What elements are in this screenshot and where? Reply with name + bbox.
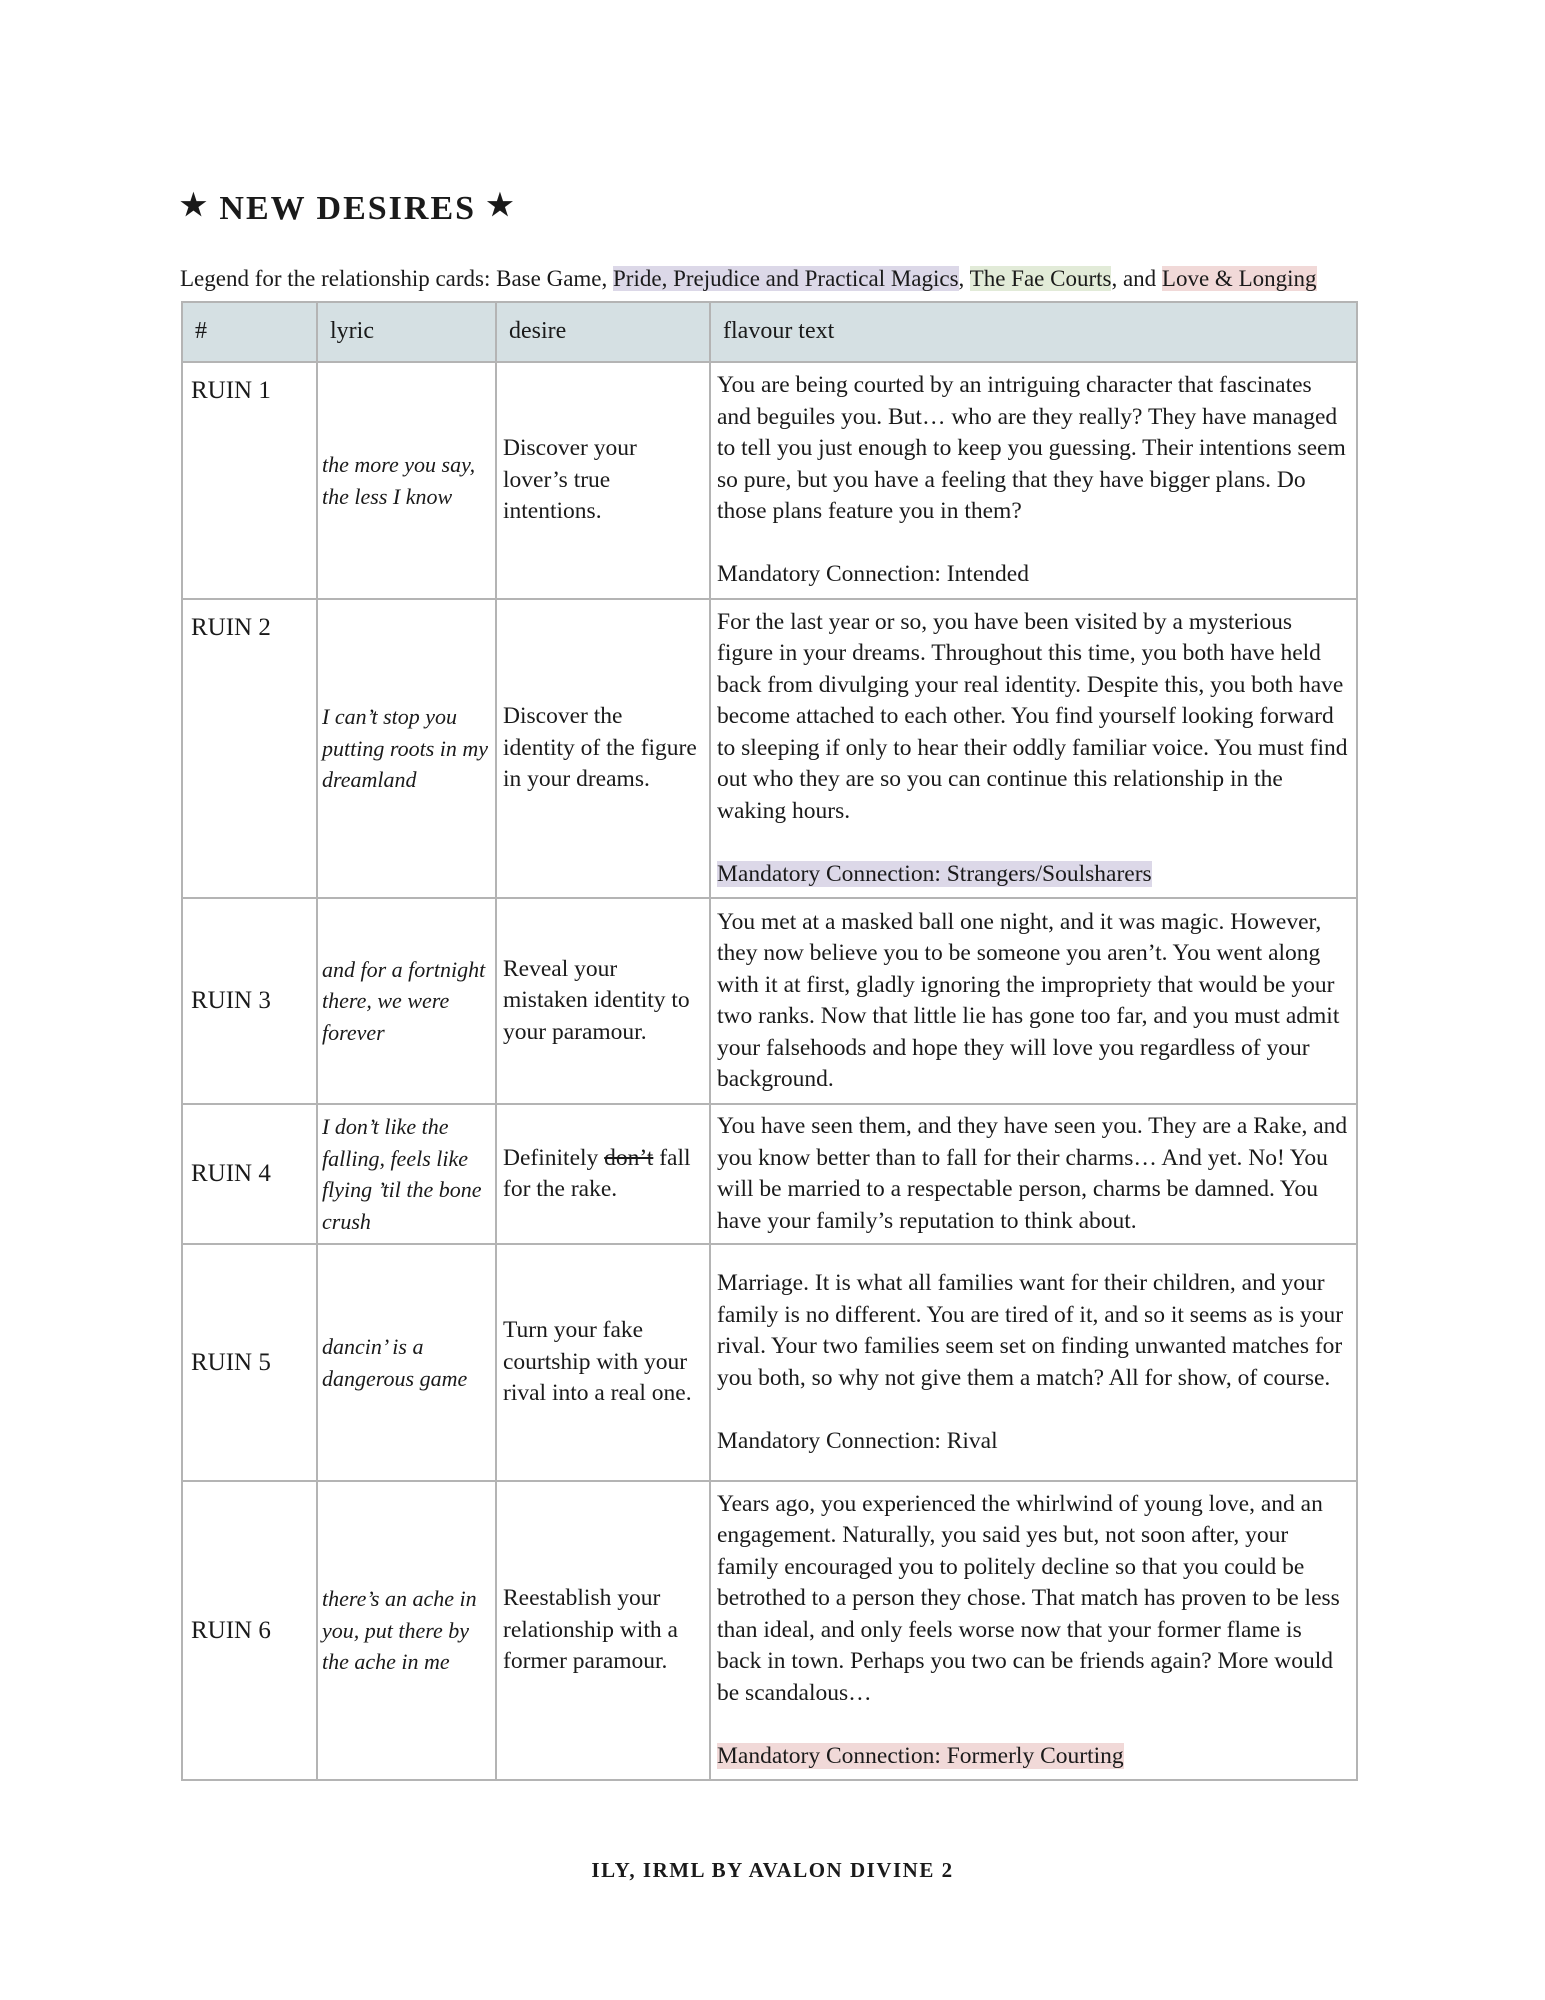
row-flavour: [710, 1481, 1357, 1780]
legend-sep: ,: [958, 266, 970, 291]
mandatory-connection: Mandatory Connection: Intended: [717, 561, 1029, 588]
flavour-text: Marriage. It is what all families want for their children, and your family is no different. You are tired of it, and so it seems as is your rival. Your two families seem set on finding unwanted matches for you both, so why not give them a match? All for show, of course.: [717, 1270, 1344, 1391]
header-number: #: [182, 302, 317, 362]
table-row: [182, 1481, 1357, 1780]
row-number: RUIN 5: [182, 1244, 317, 1481]
row-lyric: dancin’ is a dangerous game: [317, 1244, 496, 1481]
flavour-text: You have seen them, and they have seen you. They are a Rake, and you know better than to fall for their charms… And yet. No! You will be married to a respectable person, charms be damned. You have your family’s reputation to think about.: [717, 1113, 1348, 1234]
star-icon: ★: [180, 189, 209, 222]
flavour-text: You are being courted by an intriguing character that fascinates and beguiles you. But… who are they really? They have managed to tell you just enough to keep you guessing. Their intentions seem so pure, but you have a feeling that they have bigger plans. Do those plans feature you in them?: [717, 372, 1346, 525]
row-flavour: [710, 1104, 1357, 1244]
legend-sep: , and: [1111, 266, 1162, 291]
row-number: RUIN 4: [182, 1104, 317, 1244]
row-desire: Discover your lover’s true intentions.: [496, 362, 710, 599]
table-row: [182, 898, 1357, 1104]
page-footer: ILY, IRML BY AVALON DIVINE 2: [591, 1858, 954, 1882]
page-title: NEW DESIRES: [219, 190, 477, 227]
table-row: [182, 1104, 1357, 1244]
desires-table: [181, 301, 1358, 1781]
row-desire: Discover the identity of the figure in your dreams.: [496, 599, 710, 898]
flavour-text: For the last year or so, you have been visited by a mysterious figure in your dreams. Throughout this time, you both have held back from divulging your real identity. Despite this, you both have become attached to each other. You find yourself looking forward to sleeping if only to hear their oddly familiar voice. You must find out who they are so you can continue this relationship in the waking hours.: [717, 608, 1348, 824]
row-number: RUIN 3: [182, 898, 317, 1104]
row-lyric: I don’t like the falling, feels like flying ’til the bone crush: [317, 1104, 496, 1244]
row-desire: Turn your fake courtship with your rival into a real one.: [496, 1244, 710, 1481]
legend-love: Love & Longing: [1161, 266, 1317, 291]
row-flavour: [710, 362, 1357, 599]
mandatory-connection: Mandatory Connection: Rival: [717, 1427, 998, 1454]
legend-line: [180, 266, 1317, 292]
star-icon: ★: [486, 189, 516, 222]
table-header-row: [182, 302, 1357, 362]
row-lyric: I can’t stop you putting roots in my dreamland: [317, 599, 496, 898]
page-heading: [180, 190, 515, 228]
row-desire: Reveal your mistaken identity to your paramour.: [496, 898, 710, 1104]
row-flavour: [710, 1244, 1357, 1481]
header-flavour: flavour text: [710, 302, 1357, 362]
strikethrough-text: don’t: [604, 1144, 654, 1171]
row-lyric: the more you say, the less I know: [317, 362, 496, 599]
row-desire: Definitely don’t fall for the rake.: [496, 1104, 710, 1244]
legend-ppm: Pride, Prejudice and Practical Magics: [613, 266, 959, 291]
header-desire: desire: [496, 302, 710, 362]
row-lyric: there’s an ache in you, put there by the ache in me: [317, 1481, 496, 1780]
flavour-text: Years ago, you experienced the whirlwind of young love, and an engagement. Naturally, you said yes but, not soon after, your family encouraged you to politely decline so that you could be betrothed to a person they chose. That match has proven to be less than ideal, and only feels worse now that your former flame is back in town. Perhaps you two can be friends again? More would be scandalous…: [717, 1490, 1340, 1706]
row-number: RUIN 2: [182, 599, 317, 898]
row-number: RUIN 6: [182, 1481, 317, 1780]
row-flavour: [710, 599, 1357, 898]
mandatory-connection: Mandatory Connection: Strangers/Soulsharers: [717, 860, 1152, 887]
header-lyric: lyric: [317, 302, 496, 362]
table-row: [182, 362, 1357, 599]
row-number: RUIN 1: [182, 362, 317, 599]
legend-fae: The Fae Courts: [969, 266, 1112, 291]
table-row: [182, 599, 1357, 898]
mandatory-connection: Mandatory Connection: Formerly Courting: [717, 1742, 1124, 1769]
table-row: [182, 1244, 1357, 1481]
legend-prefix: Legend for the relationship cards: Base Game,: [180, 266, 614, 291]
row-flavour: [710, 898, 1357, 1104]
row-lyric: and for a fortnight there, we were forever: [317, 898, 496, 1104]
row-desire: Reestablish your relationship with a former paramour.: [496, 1481, 710, 1780]
flavour-text: You met at a masked ball one night, and it was magic. However, they now believe you to be someone you aren’t. You went along with it at first, gladly ignoring the impropriety that would be your two ranks. Now that little lie has gone too far, and you must admit your falsehoods and hope they will love you regardless of your background.: [717, 908, 1340, 1092]
